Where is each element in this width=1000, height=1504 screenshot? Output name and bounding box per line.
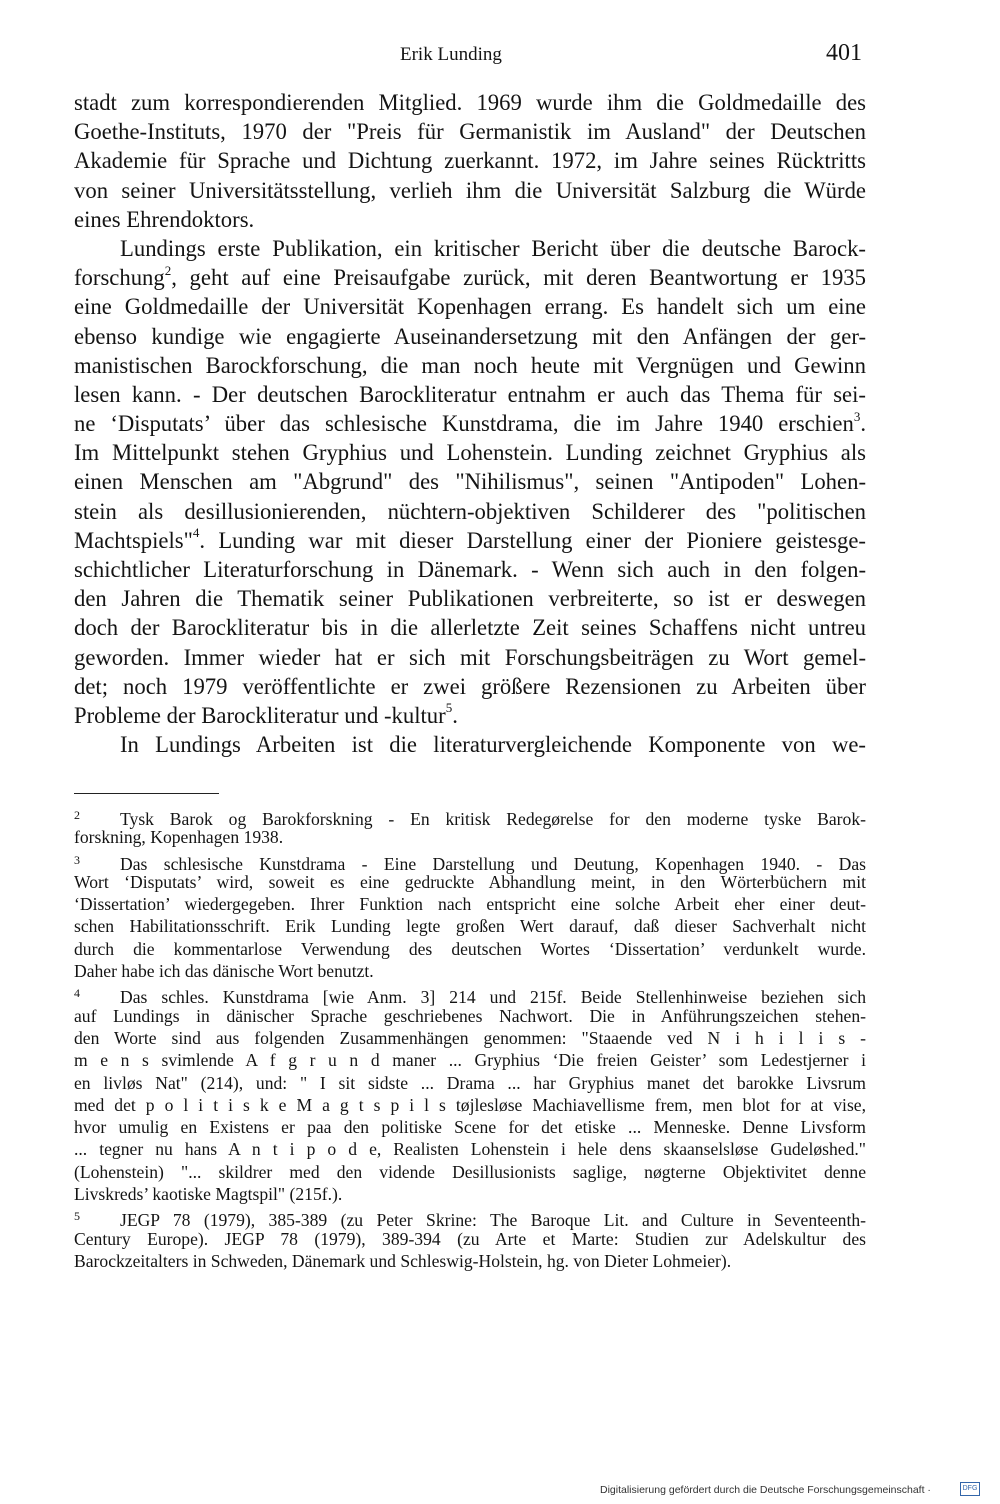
body-line: schichtlicher Literaturforschung in Dänemark. - Wenn sich auch in den folgen- <box>74 557 866 582</box>
footnote-line: ... tegner nu hans A n t i p o d e, Realisten Lohenstein i hele dens skaanselsløse Gudeløshed." <box>74 1139 866 1160</box>
body-line: geworden. Immer wieder hat er sich mit Forschungsbeiträgen zu Wort gemel- <box>74 644 866 670</box>
dfg-footer <box>600 1482 980 1498</box>
footnote-line: forskning, Kopenhagen 1938. <box>74 827 284 848</box>
running-head <box>0 40 1000 74</box>
body-line: stadt zum korrespondierenden Mitglied. 1969 wurde ihm die Goldmedaille des <box>74 90 866 115</box>
body-segment: . <box>452 702 458 728</box>
body-line <box>74 409 866 438</box>
footnote-line: durch die kommentarlose Verwendung des deutschen Wortes ‘Dissertation’ verdunkelt wurde. <box>74 938 866 959</box>
footnote-number: 5 <box>74 1209 80 1224</box>
footnote-line: den Worte sind aus folgenden Zusammenhängen genommen: "Staaende ved N i h i l i s - <box>74 1027 866 1048</box>
footnote-ref: 3 <box>853 408 861 424</box>
footnote-line: ‘Dissertation’ wiedergegeben. Ihrer Funktion nach entspricht eine solche Arbeit eher einer deut- <box>74 894 866 915</box>
body-segment: ne ‘Disputats’ über das schlesische Kunstdrama, die im Jahre 1940 erschien <box>74 411 854 437</box>
body-line: Im Mittelpunkt stehen Gryphius und Lohenstein. Lunding zeichnet Gryphius als <box>74 440 866 466</box>
footnote-line: en livløs Nat" (214), und: " I sit sidste ... Drama ... har Gryphius manet det barokke Livsrum <box>74 1072 866 1093</box>
body-line: den Jahren die Thematik seiner Publikationen verbreiterte, so ist er deswegen <box>74 586 866 612</box>
footnote-line: Wort ‘Disputats’ wird, soweit es eine gedruckte Abhandlung meint, in den Wörterbüchern mit <box>74 871 866 892</box>
footnote-text: JEGP 78 (1979), 385-389 (zu Peter Skrine: The Baroque Lit. and Culture in Seventeenth- <box>120 1210 866 1231</box>
body-line: Lundings erste Publikation, ein kritischer Bericht über die deutsche Barock- <box>120 235 866 261</box>
footnote-text: Tysk Barok og Barokforskning - En kritisk Redegørelse for den moderne tyske Barok- <box>120 809 866 829</box>
footnote-3 <box>74 849 866 874</box>
body-segment: Machtspiels" <box>74 527 193 553</box>
footnote-2 <box>74 804 866 829</box>
body-line <box>74 701 866 730</box>
body-line: einen Menschen am "Abgrund" des "Nihilismus", seinen "Antipoden" Lohen- <box>74 469 866 495</box>
dfg-logo-icon: DFG <box>960 1482 980 1496</box>
running-title: Erik Lunding <box>400 44 502 65</box>
footnote-line: Livskreds’ kaotiske Magtspil" (215f.). <box>74 1184 343 1205</box>
body-line: eine Goldmedaille der Universität Kopenhagen errang. Es handelt sich um eine <box>74 294 866 320</box>
footnote-number: 2 <box>74 808 80 822</box>
body-line: lesen kann. - Der deutschen Barockliteratur entnahm er auch das Thema für sei- <box>74 381 866 407</box>
body-segment: . Lunding war mit dieser Darstellung einer der Pioniere geistesge- <box>199 527 866 553</box>
footnote-text: Das schlesische Kunstdrama - Eine Darstellung und Deutung, Kopenhagen 1940. - Das <box>120 853 866 874</box>
body-line: ebenso kundige wie engagierte Auseinandersetzung mit den Anfängen der ger- <box>74 323 866 349</box>
body-line: det; noch 1979 veröffentlichte er zwei größere Rezensionen zu Arbeiten über <box>74 673 866 699</box>
body-segment: , geht auf eine Preisaufgabe zurück, mit deren Beantwortung er 1935 <box>171 265 866 291</box>
footnote-line: Barockzeitalters in Schweden, Dänemark und Schleswig-Holstein, hg. von Dieter Lohmeier). <box>74 1250 732 1271</box>
footnote-number: 4 <box>74 986 80 1001</box>
footnote-line: m e n s svimlende A f g r u n d maner ... Gryphius ‘Die freien Geister’ som Ledestjerner i <box>74 1050 866 1071</box>
footnote-4 <box>74 982 866 1008</box>
body-segment: . <box>860 411 866 437</box>
body-line: In Lundings Arbeiten ist die literaturvergleichende Komponente von we- <box>120 732 866 758</box>
footnote-ref: 2 <box>164 262 172 278</box>
body-line: Akademie für Sprache und Dichtung zuerkannt. 1972, im Jahre seines Rücktritts <box>74 148 866 174</box>
footnote-line: Century Europe). JEGP 78 (1979), 389-394 (zu Arte et Marte: Studien zur Adelskultur des <box>74 1228 866 1249</box>
body-segment: forschung <box>74 265 165 291</box>
footnote-line: auf Lundings in dänischer Sprache geschriebenes Nachwort. Die in Anführungszeichen stehen- <box>74 1005 866 1026</box>
footnote-line: (Lohenstein) "... skildrer med den vidende Desillusionists saglige, nøgterne Objektivitet denne <box>74 1161 866 1182</box>
footnote-line: med det p o l i t i s k e M a g t s p i l s tøjlesløse Machiavellisme frem, men blot for at vise, <box>74 1094 866 1115</box>
footnote-line: hvor umulig en Existens er paa den politiske Scene for det etiske ... Menneske. Denne Livsform <box>74 1117 866 1138</box>
body-line <box>74 263 866 292</box>
page-number: 401 <box>826 40 862 66</box>
body-line: stein als desillusionierenden, nüchtern-objektiven Schilderer des "politischen <box>74 498 866 524</box>
footnote-ref: 4 <box>192 525 200 541</box>
footnote-5 <box>74 1205 866 1231</box>
body-line: doch der Barockliteratur bis in die allerletzte Zeit seines Schaffens nicht untreu <box>74 615 866 641</box>
body-text <box>74 88 866 759</box>
footnotes <box>74 804 866 1272</box>
footnote-text: Das schles. Kunstdrama [wie Anm. 3] 214 und 215f. Beide Stellenhinweise beziehen sich <box>120 987 866 1008</box>
body-line <box>74 526 866 555</box>
footnote-line: Daher habe ich das dänische Wort benutzt. <box>74 961 374 982</box>
body-line: von seiner Universitätsstellung, verlieh ihm die Universität Salzburg die Würde <box>74 177 866 203</box>
funding-notice: Digitalisierung gefördert durch die Deutsche Forschungsgemeinschaft · <box>600 1484 931 1496</box>
footnote-number: 3 <box>74 852 80 867</box>
body-line: eines Ehrendoktors. <box>74 206 255 232</box>
body-line: Goethe-Instituts, 1970 der "Preis für Germanistik im Ausland" der Deutschen <box>74 119 866 145</box>
footnote-separator <box>74 793 219 794</box>
body-segment: Probleme der Barockliteratur und -kultur <box>74 702 446 728</box>
footnote-ref: 5 <box>445 700 453 716</box>
body-line: manistischen Barockforschung, die man noch heute mit Vergnügen und Gewinn <box>74 352 866 378</box>
footnote-line: schen Habilitationsschrift. Erik Lunding legte großen Wert darauf, daß dieser Sachverhalt nicht <box>74 916 866 937</box>
